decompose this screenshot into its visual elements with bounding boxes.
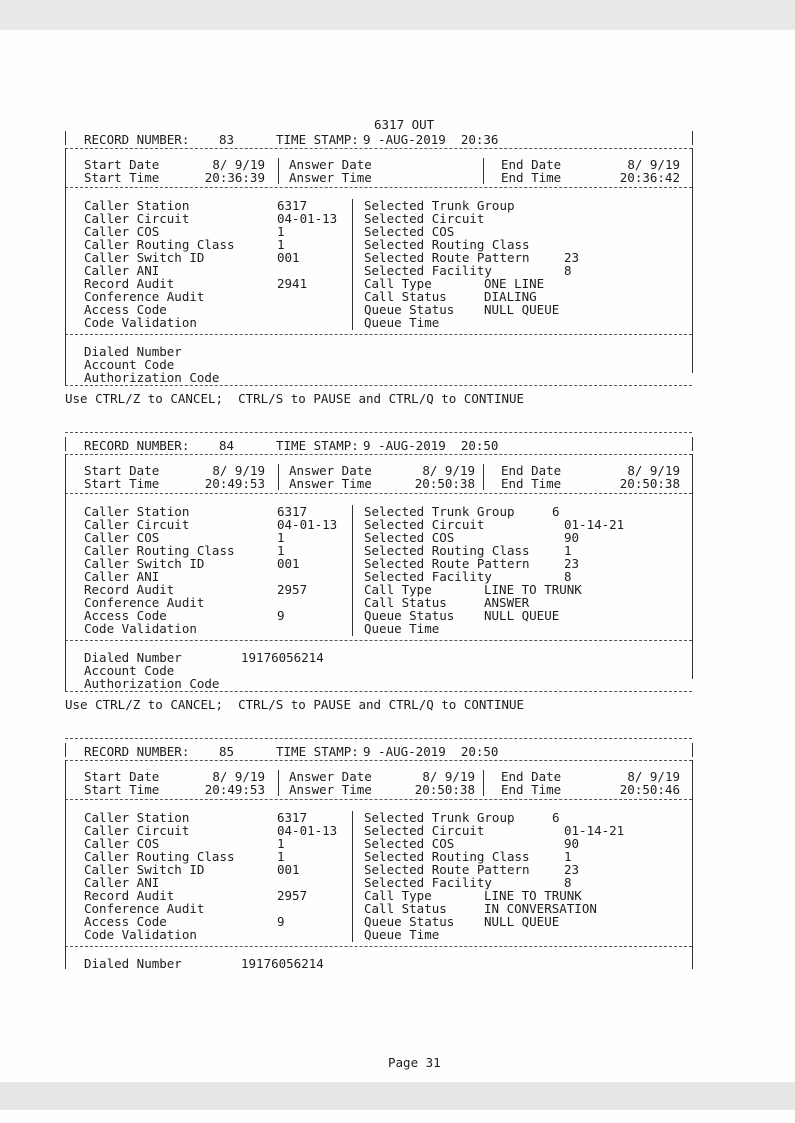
record-audit-value: 2941 <box>277 276 308 291</box>
answer-time-value: 20:50:38 <box>414 476 475 491</box>
account-code-label: Account Code <box>84 663 175 678</box>
selected-facility-label: Selected Facility <box>364 875 492 890</box>
selected-routing-class-label: Selected Routing Class <box>364 849 530 864</box>
caller-ani-label: Caller ANI <box>84 875 160 890</box>
scan-top-band <box>0 0 795 30</box>
code-validation-label: Code Validation <box>84 315 197 330</box>
section-rule <box>65 493 692 494</box>
call-status-value: ANSWER <box>484 595 530 610</box>
start-date-label: Start Date <box>84 157 160 172</box>
caller-ani-label: Caller ANI <box>84 569 160 584</box>
caller-station-label: Caller Station <box>84 810 190 825</box>
record-left-border <box>65 334 66 386</box>
selected-facility-value: 8 <box>564 263 572 278</box>
column-separator <box>278 770 279 796</box>
record-left-border <box>65 799 66 947</box>
end-time-label: End Time <box>501 476 562 491</box>
record-right-border <box>692 187 693 335</box>
time-stamp-label: TIME STAMP: <box>276 132 359 147</box>
caller-routing-class-value: 1 <box>277 849 285 864</box>
access-code-value: 9 <box>277 914 285 929</box>
caller-routing-class-label: Caller Routing Class <box>84 543 235 558</box>
selected-route-pattern-label: Selected Route Pattern <box>364 556 530 571</box>
call-status-value: DIALING <box>484 289 537 304</box>
selected-cos-label: Selected COS <box>364 836 455 851</box>
record-left-border <box>65 148 66 188</box>
end-date-value: 8/ 9/19 <box>627 769 680 784</box>
selected-cos-value: 90 <box>564 530 580 545</box>
conference-audit-label: Conference Audit <box>84 595 205 610</box>
selected-trunk-group-label: Selected Trunk Group <box>364 198 515 213</box>
record-audit-value: 2957 <box>277 888 308 903</box>
scan-bottom-band <box>0 1082 795 1110</box>
record-left-border <box>65 640 66 692</box>
record-right-border <box>692 946 693 969</box>
end-date-label: End Date <box>501 157 562 172</box>
record-left-border <box>65 760 66 800</box>
queue-time-label: Queue Time <box>364 315 440 330</box>
caller-station-value: 6317 <box>277 810 308 825</box>
call-status-label: Call Status <box>364 595 447 610</box>
end-time-value: 20:50:38 <box>619 476 680 491</box>
caller-station-value: 6317 <box>277 504 308 519</box>
call-type-label: Call Type <box>364 276 432 291</box>
start-time-label: Start Time <box>84 476 160 491</box>
caller-routing-class-label: Caller Routing Class <box>84 237 235 252</box>
record-right-border <box>692 493 693 641</box>
end-date-label: End Date <box>501 463 562 478</box>
record-top-rule <box>65 432 692 433</box>
caller-circuit-value: 04-01-13 <box>277 823 338 838</box>
record-left-border <box>65 187 66 335</box>
caller-cos-value: 1 <box>277 530 285 545</box>
time-stamp-value: 9 -AUG-2019 20:50 <box>363 744 499 759</box>
caller-station-label: Caller Station <box>84 504 190 519</box>
selected-cos-label: Selected COS <box>364 224 455 239</box>
end-time-label: End Time <box>501 782 562 797</box>
column-separator <box>352 811 353 942</box>
continue-prompt: Use CTRL/Z to CANCEL; CTRL/S to PAUSE and CTRL/Q to CONTINUE <box>65 697 525 712</box>
conference-audit-label: Conference Audit <box>84 289 205 304</box>
caller-switch-id-value: 001 <box>277 862 300 877</box>
access-code-label: Access Code <box>84 914 167 929</box>
record-right-border <box>692 799 693 947</box>
selected-routing-class-label: Selected Routing Class <box>364 543 530 558</box>
selected-circuit-label: Selected Circuit <box>364 823 485 838</box>
queue-time-label: Queue Time <box>364 621 440 636</box>
selected-circuit-label: Selected Circuit <box>364 517 485 532</box>
call-type-value: ONE LINE <box>484 276 545 291</box>
caller-cos-value: 1 <box>277 224 285 239</box>
selected-route-pattern-value: 23 <box>564 556 580 571</box>
caller-cos-label: Caller COS <box>84 530 160 545</box>
record-left-border <box>65 131 66 145</box>
caller-circuit-label: Caller Circuit <box>84 823 190 838</box>
start-time-label: Start Time <box>84 782 160 797</box>
end-time-value: 20:50:46 <box>619 782 680 797</box>
selected-facility-value: 8 <box>564 875 572 890</box>
answer-date-label: Answer Date <box>289 157 372 172</box>
record-bottom-rule <box>65 385 692 386</box>
access-code-label: Access Code <box>84 302 167 317</box>
access-code-label: Access Code <box>84 608 167 623</box>
start-date-value: 8/ 9/19 <box>212 157 265 172</box>
caller-routing-class-value: 1 <box>277 543 285 558</box>
answer-date-label: Answer Date <box>289 769 372 784</box>
start-date-value: 8/ 9/19 <box>212 769 265 784</box>
selected-circuit-value: 01-14-21 <box>564 823 625 838</box>
answer-date-value: 8/ 9/19 <box>422 463 475 478</box>
section-rule <box>65 454 692 455</box>
section-rule <box>65 946 692 947</box>
dialed-number-label: Dialed Number <box>84 344 182 359</box>
selected-trunk-group-value: 6 <box>552 810 560 825</box>
authorization-code-label: Authorization Code <box>84 370 220 385</box>
time-stamp-value: 9 -AUG-2019 20:36 <box>363 132 499 147</box>
record-number-label: RECORD NUMBER: <box>84 744 190 759</box>
caller-routing-class-label: Caller Routing Class <box>84 849 235 864</box>
end-date-label: End Date <box>501 769 562 784</box>
caller-station-label: Caller Station <box>84 198 190 213</box>
record-number-value: 85 <box>219 744 235 759</box>
queue-status-value: NULL QUEUE <box>484 608 560 623</box>
section-rule <box>65 187 692 188</box>
caller-station-value: 6317 <box>277 198 308 213</box>
time-stamp-label: TIME STAMP: <box>276 438 359 453</box>
caller-switch-id-label: Caller Switch ID <box>84 862 205 877</box>
column-separator <box>278 464 279 490</box>
selected-facility-value: 8 <box>564 569 572 584</box>
start-date-label: Start Date <box>84 463 160 478</box>
section-rule <box>65 640 692 641</box>
queue-status-label: Queue Status <box>364 302 455 317</box>
answer-time-label: Answer Time <box>289 782 372 797</box>
selected-trunk-group-label: Selected Trunk Group <box>364 504 515 519</box>
dialed-number-label: Dialed Number <box>84 650 182 665</box>
column-separator <box>352 199 353 330</box>
record-right-border <box>692 454 693 494</box>
record-right-border <box>692 437 693 451</box>
record-number-label: RECORD NUMBER: <box>84 438 190 453</box>
continue-prompt: Use CTRL/Z to CANCEL; CTRL/S to PAUSE and CTRL/Q to CONTINUE <box>65 391 525 406</box>
record-left-border <box>65 493 66 641</box>
column-separator <box>483 770 484 796</box>
selected-route-pattern-value: 23 <box>564 250 580 265</box>
selected-route-pattern-value: 23 <box>564 862 580 877</box>
record-left-border <box>65 437 66 451</box>
record-audit-value: 2957 <box>277 582 308 597</box>
section-rule <box>65 334 692 335</box>
section-rule <box>65 799 692 800</box>
record-right-border <box>692 131 693 145</box>
start-time-label: Start Time <box>84 170 160 185</box>
selected-cos-value: 90 <box>564 836 580 851</box>
call-status-label: Call Status <box>364 289 447 304</box>
selected-trunk-group-label: Selected Trunk Group <box>364 810 515 825</box>
selected-trunk-group-value: 6 <box>552 504 560 519</box>
selected-circuit-label: Selected Circuit <box>364 211 485 226</box>
access-code-value: 9 <box>277 608 285 623</box>
selected-facility-label: Selected Facility <box>364 263 492 278</box>
queue-time-label: Queue Time <box>364 927 440 942</box>
record-number-label: RECORD NUMBER: <box>84 132 190 147</box>
queue-status-label: Queue Status <box>364 914 455 929</box>
queue-status-value: NULL QUEUE <box>484 302 560 317</box>
record-right-border <box>692 334 693 373</box>
end-date-value: 8/ 9/19 <box>627 157 680 172</box>
queue-status-label: Queue Status <box>364 608 455 623</box>
record-right-border <box>692 640 693 679</box>
caller-ani-label: Caller ANI <box>84 263 160 278</box>
dialed-number-label: Dialed Number <box>84 956 182 971</box>
record-right-border <box>692 743 693 757</box>
caller-cos-label: Caller COS <box>84 224 160 239</box>
start-date-value: 8/ 9/19 <box>212 463 265 478</box>
selected-route-pattern-label: Selected Route Pattern <box>364 250 530 265</box>
selected-cos-label: Selected COS <box>364 530 455 545</box>
dialed-number-value: 19176056214 <box>241 956 324 971</box>
record-left-border <box>65 454 66 494</box>
caller-switch-id-value: 001 <box>277 250 300 265</box>
record-number-value: 84 <box>219 438 235 453</box>
selected-circuit-value: 01-14-21 <box>564 517 625 532</box>
call-type-label: Call Type <box>364 582 432 597</box>
caller-routing-class-value: 1 <box>277 237 285 252</box>
selected-routing-class-value: 1 <box>564 849 572 864</box>
dialed-number-value: 19176056214 <box>241 650 324 665</box>
start-time-value: 20:36:39 <box>204 170 265 185</box>
column-separator <box>352 505 353 636</box>
code-validation-label: Code Validation <box>84 927 197 942</box>
caller-circuit-value: 04-01-13 <box>277 211 338 226</box>
answer-date-label: Answer Date <box>289 463 372 478</box>
column-separator <box>483 158 484 184</box>
record-number-value: 83 <box>219 132 235 147</box>
selected-routing-class-value: 1 <box>564 543 572 558</box>
caller-switch-id-label: Caller Switch ID <box>84 250 205 265</box>
caller-circuit-label: Caller Circuit <box>84 517 190 532</box>
record-top-rule <box>65 738 692 739</box>
authorization-code-label: Authorization Code <box>84 676 220 691</box>
end-time-value: 20:36:42 <box>619 170 680 185</box>
column-separator <box>278 158 279 184</box>
section-rule <box>65 148 692 149</box>
caller-circuit-value: 04-01-13 <box>277 517 338 532</box>
time-stamp-value: 9 -AUG-2019 20:50 <box>363 438 499 453</box>
record-right-border <box>692 148 693 188</box>
call-status-value: IN CONVERSATION <box>484 901 597 916</box>
record-audit-label: Record Audit <box>84 888 175 903</box>
selected-route-pattern-label: Selected Route Pattern <box>364 862 530 877</box>
start-time-value: 20:49:53 <box>204 782 265 797</box>
record-right-border <box>692 760 693 800</box>
call-status-label: Call Status <box>364 901 447 916</box>
answer-time-label: Answer Time <box>289 476 372 491</box>
section-rule <box>65 760 692 761</box>
record-audit-label: Record Audit <box>84 276 175 291</box>
answer-date-value: 8/ 9/19 <box>422 769 475 784</box>
account-code-label: Account Code <box>84 357 175 372</box>
column-separator <box>483 464 484 490</box>
start-date-label: Start Date <box>84 769 160 784</box>
call-type-label: Call Type <box>364 888 432 903</box>
caller-cos-label: Caller COS <box>84 836 160 851</box>
caller-cos-value: 1 <box>277 836 285 851</box>
record-audit-label: Record Audit <box>84 582 175 597</box>
conference-audit-label: Conference Audit <box>84 901 205 916</box>
record-bottom-rule <box>65 691 692 692</box>
page-footer: Page 31 <box>388 1055 441 1070</box>
start-time-value: 20:49:53 <box>204 476 265 491</box>
end-time-label: End Time <box>501 170 562 185</box>
caller-circuit-label: Caller Circuit <box>84 211 190 226</box>
record-left-border <box>65 743 66 757</box>
queue-status-value: NULL QUEUE <box>484 914 560 929</box>
caller-switch-id-label: Caller Switch ID <box>84 556 205 571</box>
selected-facility-label: Selected Facility <box>364 569 492 584</box>
answer-time-label: Answer Time <box>289 170 372 185</box>
header-title: 6317 OUT <box>374 117 435 132</box>
time-stamp-label: TIME STAMP: <box>276 744 359 759</box>
call-type-value: LINE TO TRUNK <box>484 582 582 597</box>
end-date-value: 8/ 9/19 <box>627 463 680 478</box>
answer-time-value: 20:50:38 <box>414 782 475 797</box>
selected-routing-class-label: Selected Routing Class <box>364 237 530 252</box>
code-validation-label: Code Validation <box>84 621 197 636</box>
caller-switch-id-value: 001 <box>277 556 300 571</box>
call-type-value: LINE TO TRUNK <box>484 888 582 903</box>
record-left-border <box>65 946 66 969</box>
